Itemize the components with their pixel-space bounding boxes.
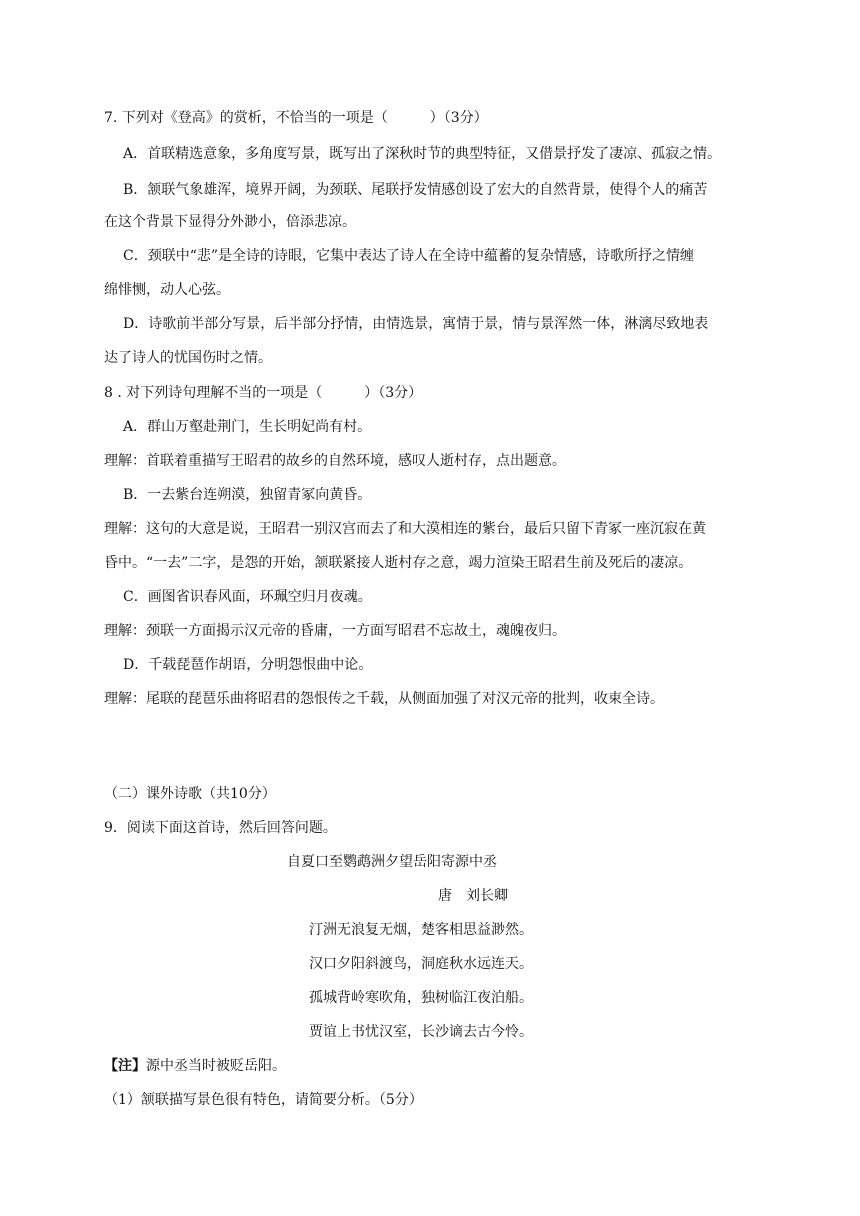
poem-author: 唐 刘长卿 bbox=[438, 888, 508, 904]
q7-stem: 7. 下列对《登高》的赏析，不恰当的一项是（ ）（3分） bbox=[104, 110, 488, 126]
poem-line: 汀洲无浪复无烟，楚客相思益渺然。 bbox=[309, 922, 533, 938]
q7-option-d: D．诗歌前半部分写景，后半部分抒情，由情选景，寓情于景，情与景浑然一体，淋漓尽致地表 bbox=[123, 316, 709, 332]
q8-option-a-explanation: 理解：首联着重描写王昭君的故乡的自然环境，感叹人逝村存，点出题意。 bbox=[104, 453, 566, 469]
q8-option-c-explanation: 理解：颈联一方面揭示汉元帝的昏庸，一方面写昭君不忘故土，魂魄夜归。 bbox=[104, 623, 566, 639]
poem-line: 贾谊上书忧汉室，长沙谪去古今怜。 bbox=[309, 1024, 533, 1040]
q8-option-c: C．画图省识春风面，环珮空归月夜魂。 bbox=[123, 589, 372, 605]
q7-option-a: A．首联精选意象，多角度写景，既写出了深秋时节的典型特征，又借景抒发了凄凉、孤寂之情。 bbox=[123, 146, 722, 162]
q8-stem: 8 . 对下列诗句理解不当的一项是（ ）（3分） bbox=[104, 385, 423, 401]
q9-stem: 9．阅读下面这首诗，然后回答问题。 bbox=[104, 820, 337, 836]
note-text: 源中丞当时被贬岳阳。 bbox=[146, 1058, 286, 1074]
q8-option-b-explanation: 理解：这句的大意是说，王昭君一别汉宫而去了和大漠相连的紫台，最后只留下青冢一座沉寂在黄 bbox=[104, 521, 706, 537]
q9-subquestion-1: （1）颔联描写景色很有特色，请简要分析。（5分） bbox=[104, 1092, 423, 1108]
q8-option-d: D．千载琵琶作胡语，分明怨恨曲中论。 bbox=[123, 657, 373, 673]
poem-line: 汉口夕阳斜渡鸟，洞庭秋水远连天。 bbox=[309, 956, 533, 972]
note-head: 【注】 bbox=[104, 1058, 146, 1074]
q8-option-b-explanation-cont: 昏中。“一去”二字，是怨的开始，颔联紧接人逝村存之意，竭力渲染王昭君生前及死后的凄凉。 bbox=[104, 555, 693, 571]
q7-option-c-cont: 绵悱恻，动人心弦。 bbox=[104, 282, 230, 298]
q7-option-b-cont: 在这个背景下显得分外渺小，倍添悲凉。 bbox=[104, 214, 356, 230]
q7-option-b: B．颔联气象雄浑，境界开阔，为颈联、尾联抒发情感创设了宏大的自然背景，使得个人的痛苦 bbox=[123, 182, 708, 198]
q8-option-b: B．一去紫台连朔漠，独留青冢向黄昏。 bbox=[123, 487, 372, 503]
poem-title: 自夏口至鹦鹉洲夕望岳阳寄源中丞 bbox=[287, 854, 497, 870]
q8-option-a: A．群山万壑赴荆门，生长明妃尚有村。 bbox=[123, 419, 372, 435]
poem-line: 孤城背岭寒吹角，独树临江夜泊船。 bbox=[309, 990, 533, 1006]
note bbox=[104, 1056, 286, 1076]
q7-option-d-cont: 达了诗人的忧国伤时之情。 bbox=[104, 350, 272, 366]
q8-option-d-explanation: 理解：尾联的琵琶乐曲将昭君的怨恨传之千载，从侧面加强了对汉元帝的批判，收束全诗。 bbox=[104, 691, 664, 707]
q7-option-c: C．颈联中“悲”是全诗的诗眼，它集中表达了诗人在全诗中蕴蓄的复杂情感，诗歌所抒之情缠 bbox=[123, 248, 695, 264]
section-heading: （二）课外诗歌（共10分） bbox=[104, 786, 276, 802]
